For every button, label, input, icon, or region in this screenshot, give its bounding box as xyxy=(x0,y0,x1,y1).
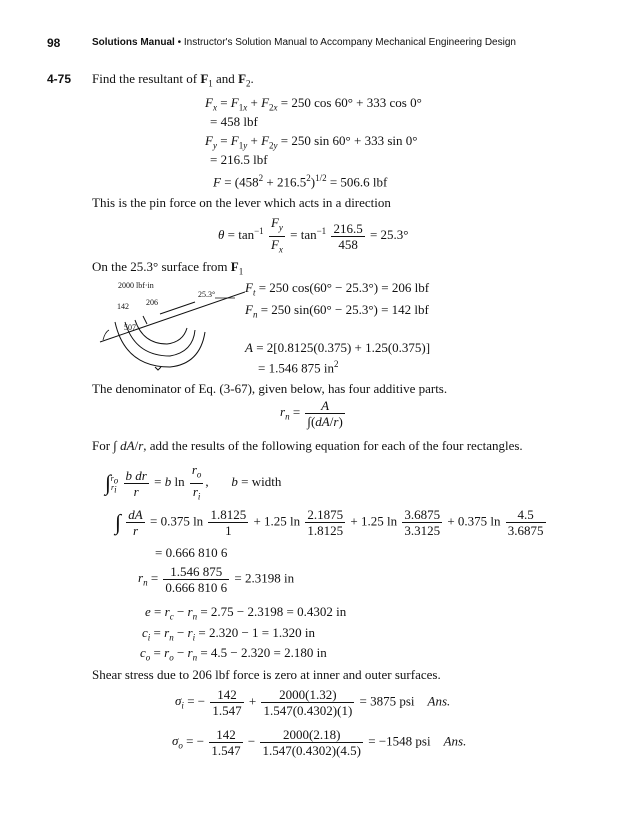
label-142: 142 xyxy=(117,302,129,311)
label-206: 206 xyxy=(146,298,158,307)
eq-fy-1: $F_y = F_{1y} + F_{2y} = 250$ sin 60° + 333 sin 0° xyxy=(205,133,418,151)
manual-title: Solutions Manual xyxy=(92,37,175,48)
text-shear: Shear stress due to 206 lbf force is zero at inner and outer surfaces. xyxy=(92,667,441,682)
text-surface: On the 25.3° surface from $F_1$ xyxy=(92,259,244,277)
label-507: 507 xyxy=(124,323,136,332)
eq-theta: $\theta = \tan^{-1}$ $\frac{F_y}{F_x}$ = $\tan^{-1}$ $\frac{216.5}{458}$ = 25.3° xyxy=(218,215,409,255)
eq-rn-value: $r_n$ = $\frac{1.546 875}{0.666 810 6}$ = 2.3198 in xyxy=(138,564,295,595)
eq-fx-2: = 458 lbf xyxy=(210,114,258,129)
eq-fx-1: $F_x = F_{1x} + F_{2x} = 250$ cos 60° + 333 cos 0° xyxy=(205,95,422,113)
eq-integral-result: = 0.666 810 6 xyxy=(155,545,228,560)
text-denominator: The denominator of Eq. (3-67), given below, has four additive parts. xyxy=(92,381,448,396)
statement-text: Find the resultant of $F_1$ and $F_2$. xyxy=(92,71,254,89)
text-pin-force: This is the pin force on the lever which acts in a direction xyxy=(92,195,391,210)
eq-rn-def: $r_n$ = $\frac{A}{\int(dA/r)}$ xyxy=(280,398,343,429)
eq-sigma-i: $\sigma_i$ = − $\frac{142}{1.547}$ + $\frac{2000(1.32)}{1.547(0.4302)(1)}$ = 3875 psi Ans. xyxy=(175,687,451,718)
eq-integral-sum: ∫ $\frac{dA}{r}$ = 0.375 ln $\frac{1.8125}{1}$ + 1.25 ln $\frac{2.1875}{1.8125}$ + 1.25 ln $\frac{3.6875}{3.3125}$ + 0.375 ln $\frac{4.5}{3.6875}$ xyxy=(115,507,544,538)
problem-number: 4-75 xyxy=(47,72,72,86)
problem-statement xyxy=(92,71,254,89)
eq-sigma-o: $\sigma_o$ = − $\frac{142}{1.547}$ − $\frac{2000(2.18)}{1.547(0.4302)(4.5)}$ = −1548 psi Ans. xyxy=(172,727,467,758)
label-moment: 2000 lbf·in xyxy=(118,281,154,290)
label-angle: 25.3° xyxy=(198,290,216,299)
eq-fy-2: = 216.5 lbf xyxy=(210,152,268,167)
eq-fn: $F_n = 250$ sin(60° − 25.3°) = 142 lbf xyxy=(245,302,429,320)
header-bullet: • xyxy=(177,37,182,48)
running-header xyxy=(92,37,516,48)
header-subtitle: Instructor's Solution Manual to Accompany Mechanical Engineering Design xyxy=(183,37,516,48)
eq-co: $c_o = r_o - r_n = 4.5 - 2.320 = 2.180$ in xyxy=(140,645,327,663)
eq-f-resultant: $F = (458^2 + 216.5^2)^{1/2} = 506.6$ lbf xyxy=(213,173,388,190)
text-for-integral: For ∫ dA/r, add the results of the following equation for each of the four rectangles. xyxy=(92,438,523,453)
eq-area-2: = 1.546 875 $in^2$ xyxy=(258,359,339,376)
eq-ci: $c_i = r_n - r_i = 2.320 - 1 = 1.320$ in xyxy=(142,625,315,643)
eq-area-1: A = 2[0.8125(0.375) + 1.25(0.375)] xyxy=(245,340,431,355)
page-number: 98 xyxy=(47,36,61,50)
eq-integral-def: $\int_{r_i}^{r_o}$ $\frac{\text{b dr}}{r}$ = b ln $\frac{r_o}{r_i}$ , b = width xyxy=(105,462,282,502)
eq-ft: $F_t = 250$ cos(60° − 25.3°) = 206 lbf xyxy=(245,280,430,298)
eq-e: $e = r_c - r_n = 2.75 - 2.3198 = 0.4302$ in xyxy=(145,604,347,622)
